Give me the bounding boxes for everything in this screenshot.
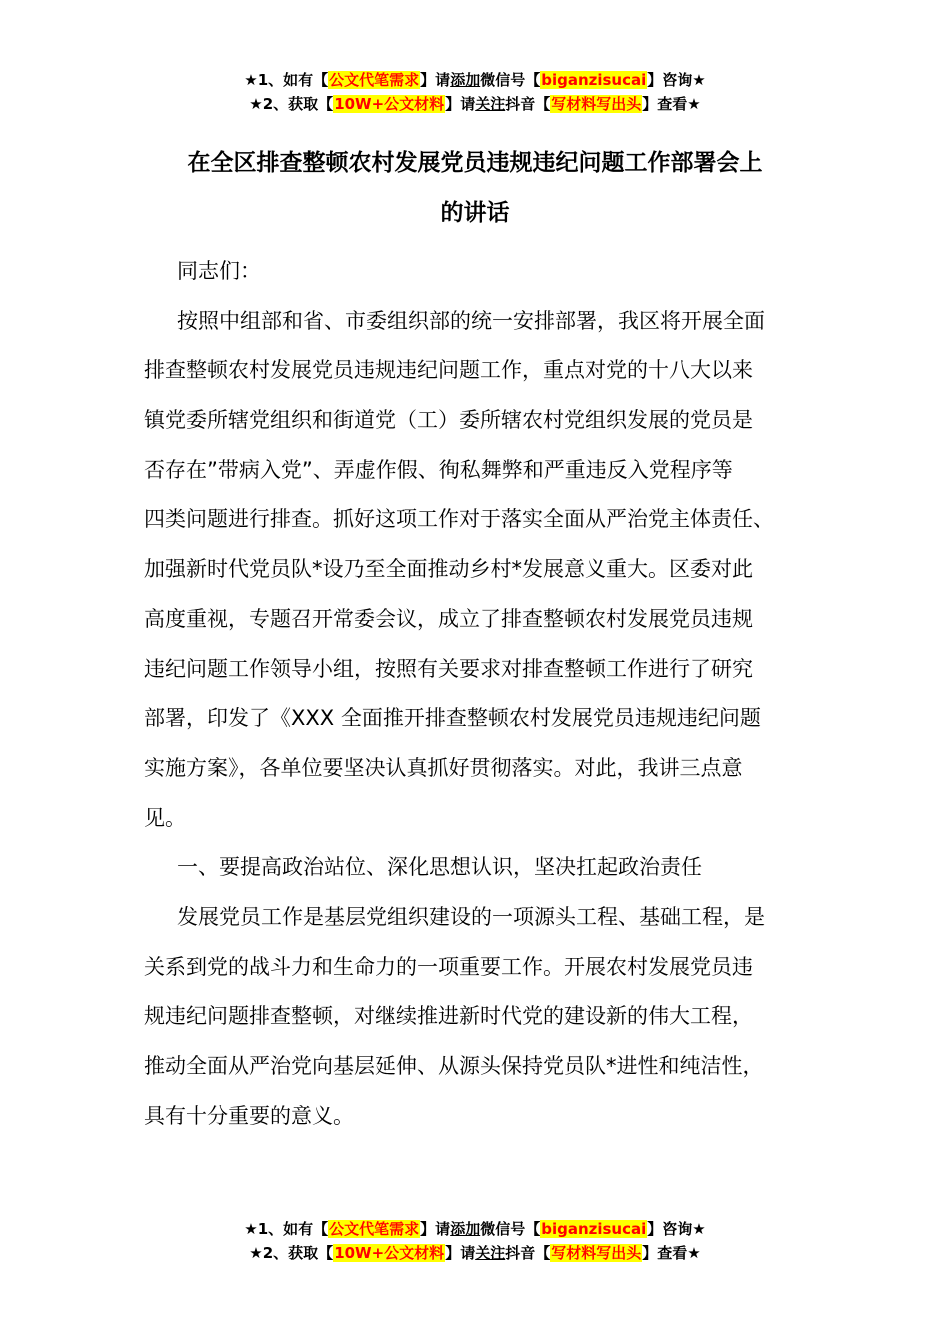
promo-douyin-id: 写材料写出头: [551, 95, 642, 113]
salutation: 同志们：: [177, 259, 261, 283]
body-line: 四类问题进行排查。抓好这项工作对于落实全面从严治党主体责任、: [144, 507, 774, 532]
promo-text: 】请: [420, 1220, 451, 1238]
promo-wechat-id: biganzisucai: [541, 1220, 647, 1238]
promo-text: 】查看★: [642, 1244, 701, 1262]
promo-banner-top: [0, 68, 950, 116]
promo-line-2: [0, 1241, 950, 1265]
body-line: 见。: [144, 805, 186, 830]
promo-highlight: 10W+公文材料: [334, 1244, 445, 1262]
promo-text: 】请: [445, 1244, 476, 1262]
promo-text: 】咨询★: [647, 1220, 706, 1238]
body-line: 加强新时代党员队*设乃至全面推动乡村*发展意义重大。区委对此: [144, 557, 753, 582]
document-title: [0, 138, 950, 238]
promo-text: ★1、如有【: [244, 71, 329, 89]
body-line: 按照中组部和省、市委组织部的统一安排部署，我区将开展全面: [177, 308, 765, 333]
promo-text: 】请: [445, 95, 476, 113]
body-line: 发展党员工作是基层党组织建设的一项源头工程、基础工程，是: [177, 904, 765, 929]
title-line: 的讲话: [440, 200, 510, 226]
promo-line-1: [0, 1217, 950, 1241]
body-line: 高度重视，专题召开常委会议，成立了排查整顿农村发展党员违规: [144, 606, 753, 631]
promo-text: 微信号【: [480, 71, 541, 89]
promo-text: ★2、获取【: [249, 95, 334, 113]
promo-douyin-id: 写材料写出头: [551, 1244, 642, 1262]
promo-underline: 添加: [450, 71, 481, 89]
body-line: 关系到党的战斗力和生命力的一项重要工作。开展农村发展党员违: [144, 954, 753, 979]
promo-banner-bottom: [0, 1217, 950, 1265]
promo-text: 抖音【: [505, 1244, 551, 1262]
promo-line-2: [0, 92, 950, 116]
promo-highlight: 10W+公文材料: [334, 95, 445, 113]
promo-wechat-id: biganzisucai: [541, 71, 647, 89]
promo-text: ★2、获取【: [249, 1244, 334, 1262]
body-line: 具有十分重要的意义。: [144, 1103, 354, 1128]
body-line: 部署，印发了《XXX 全面推开排查整顿农村发展党员违规违纪问题: [144, 706, 761, 731]
promo-underline: 添加: [450, 1220, 481, 1238]
document-body: [144, 247, 810, 1141]
promo-line-1: [0, 68, 950, 92]
promo-highlight: 公文代笔需求: [329, 71, 420, 89]
body-line: 规违纪问题排查整顿，对继续推进新时代党的建设新的伟大工程，: [144, 1004, 753, 1029]
body-line: 实施方案》，各单位要坚决认真抓好贯彻落实。对此，我讲三点意: [144, 755, 743, 780]
body-line: 排查整顿农村发展党员违规违纪问题工作，重点对党的十八大以来: [144, 358, 753, 383]
promo-underline: 关注: [475, 1244, 506, 1262]
promo-text: 抖音【: [505, 95, 551, 113]
promo-underline: 关注: [475, 95, 506, 113]
promo-highlight: 公文代笔需求: [329, 1220, 420, 1238]
body-line: 推动全面从严治党向基层延伸、从源头保持党员队*进性和纯洁性，: [144, 1054, 764, 1078]
body-line: 镇党委所辖党组织和街道党（工）委所辖农村党组织发展的党员是: [144, 408, 753, 433]
body-line: 违纪问题工作领导小组，按照有关要求对排查整顿工作进行了研究: [144, 656, 753, 681]
promo-text: ★1、如有【: [244, 1220, 329, 1238]
promo-text: 微信号【: [480, 1220, 541, 1238]
body-line: 否存在”带病入党”、弄虚作假、徇私舞弊和严重违反入党程序等: [144, 457, 733, 482]
promo-text: 】咨询★: [647, 71, 706, 89]
section-heading: 一、要提高政治站位、深化思想认识，坚决扛起政治责任: [177, 855, 702, 880]
promo-text: 】查看★: [642, 95, 701, 113]
title-line: 在全区排查整顿农村发展党员违规违纪问题工作部署会上: [187, 150, 763, 176]
promo-text: 】请: [420, 71, 451, 89]
